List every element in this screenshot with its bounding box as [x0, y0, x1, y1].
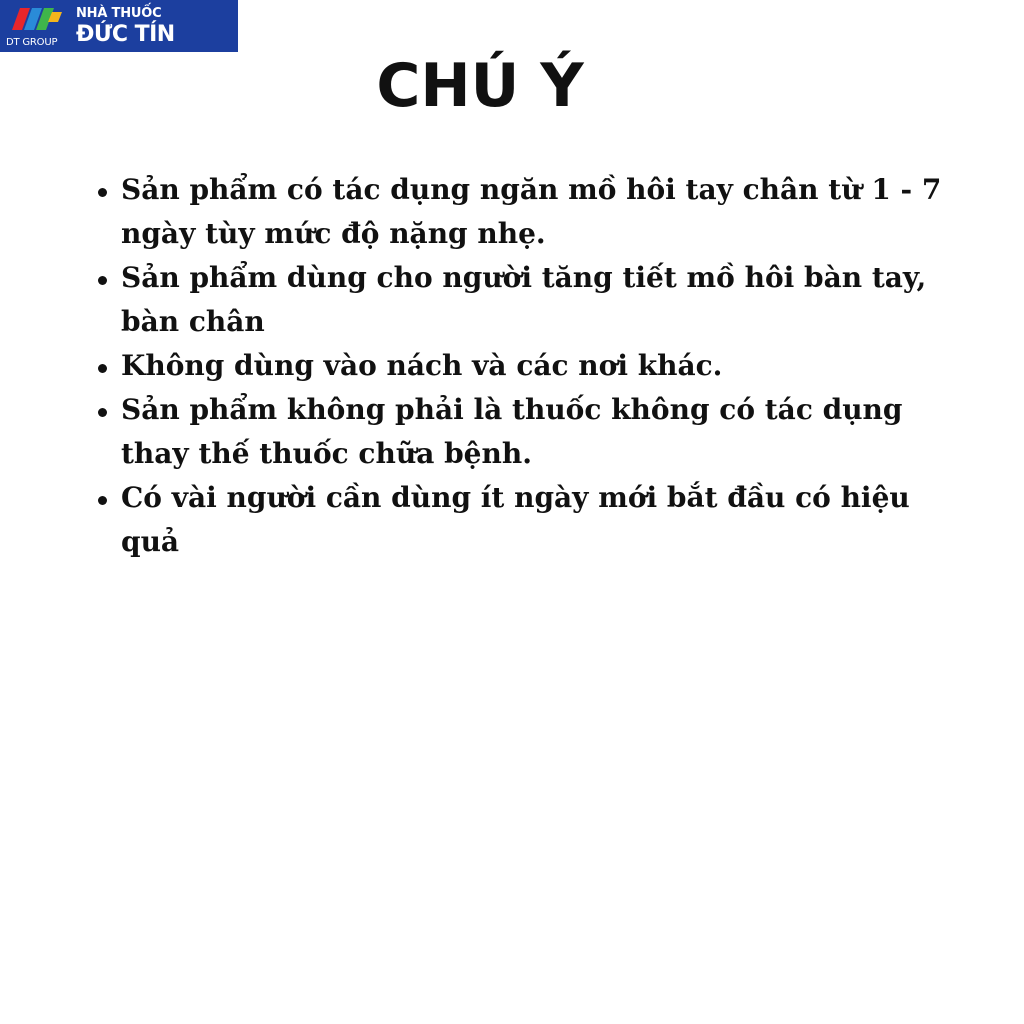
dt-group-logo-icon	[6, 6, 64, 32]
list-item: Sản phẩm dùng cho người tăng tiết mồ hôi bàn tay, bàn chân	[92, 256, 962, 344]
logo-mark	[0, 0, 72, 52]
logo-pre-title: NHÀ THUỐC	[76, 5, 162, 21]
pharmacy-logo[interactable]	[0, 0, 238, 52]
list-item: Có vài người cần dùng ít ngày mới bắt đầu có hiệu quả	[92, 476, 962, 564]
logo-group-label: DT GROUP	[6, 37, 58, 48]
logo-text	[76, 7, 175, 46]
notes-list	[92, 168, 962, 564]
list-item: Sản phẩm có tác dụng ngăn mồ hôi tay chân từ 1 - 7 ngày tùy mức độ nặng nhẹ.	[92, 168, 962, 256]
page-title: CHÚ Ý	[376, 51, 584, 121]
list-item: Sản phẩm không phải là thuốc không có tác dụng thay thế thuốc chữa bệnh.	[92, 388, 962, 476]
list-item: Không dùng vào nách và các nơi khác.	[92, 344, 962, 388]
logo-brand-name: ĐỨC TÍN	[76, 21, 175, 47]
